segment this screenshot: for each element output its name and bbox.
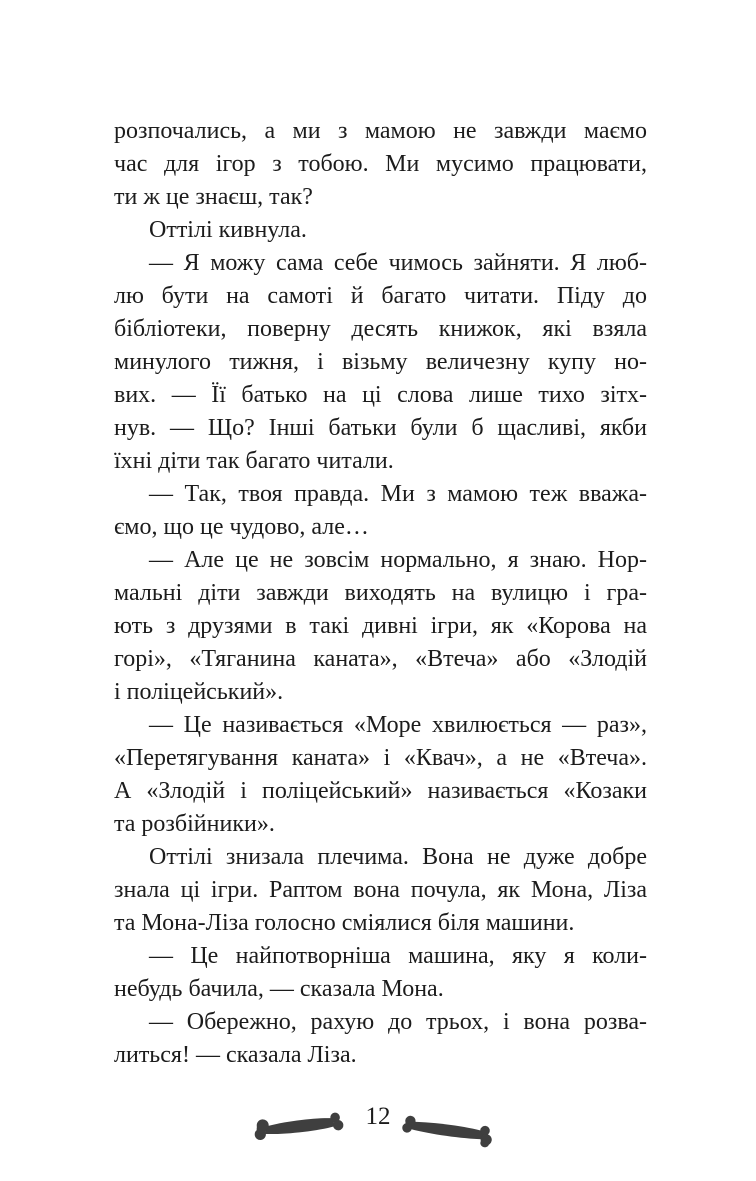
text-line: — Це називається «Море хвилюється — раз», — [149, 712, 647, 738]
text-line: горі», «Тяганина каната», «Втеча» або «Злодій — [114, 646, 647, 672]
text-line: — Це найпотворніша машина, яку я коли- — [149, 943, 647, 969]
text-line: лю бути на самоті й багато читати. Піду до — [114, 283, 647, 309]
text-line: мальні діти завжди виходять на вулицю і гра- — [114, 580, 647, 606]
text-line: минулого тижня, і візьму величезну купу но- — [114, 349, 647, 375]
text-line: ти ж це знаєш, так? — [114, 184, 313, 210]
text-line: час для ігор з тобою. Ми мусимо працювати, — [114, 151, 647, 177]
text-line: «Перетягування каната» і «Квач», а не «Втеча». — [114, 745, 647, 771]
text-line: та розбійники». — [114, 811, 275, 837]
text-line: розпочались, а ми з мамою не завжди маємо — [114, 118, 647, 144]
text-line: ють з друзями в такі дивні ігри, як «Корова на — [114, 613, 647, 639]
text-line: Оттілі знизала плечима. Вона не дуже добре — [149, 844, 647, 870]
text-line: небудь бачила, — сказала Мона. — [114, 976, 444, 1002]
text-line: знала ці ігри. Раптом вона почула, як Мона, Ліза — [114, 877, 647, 903]
text-line: нув. — Що? Інші батьки були б щасливі, якби — [114, 415, 647, 441]
text-line: — Обережно, рахую до трьох, і вона розва- — [149, 1009, 647, 1035]
text-line: ємо, що це чудово, але… — [114, 514, 369, 540]
text-line: їхні діти так багато читали. — [114, 448, 394, 474]
text-line: А «Злодій і поліцейський» називається «Козаки — [114, 778, 647, 804]
text-line: та Мона-Ліза голосно сміялися біля машини. — [114, 910, 575, 936]
text-line: вих. — Її батько на ці слова лише тихо зітх- — [114, 382, 647, 408]
page-number: 12 — [365, 1103, 391, 1130]
text-line: литься! — сказала Ліза. — [114, 1042, 357, 1068]
text-line: — Я можу сама себе чимось зайняти. Я люб- — [149, 250, 647, 276]
page-footer — [0, 1098, 756, 1168]
body-text — [114, 115, 647, 1072]
text-line: — Але це не зовсім нормально, я знаю. Нор- — [149, 547, 647, 573]
text-line: Оттілі кивнула. — [149, 217, 307, 243]
text-line: бібліотеки, поверну десять книжок, які взяла — [114, 316, 647, 342]
text-line: і поліцейський». — [114, 679, 284, 705]
text-line: — Так, твоя правда. Ми з мамою теж вважа- — [149, 481, 647, 507]
